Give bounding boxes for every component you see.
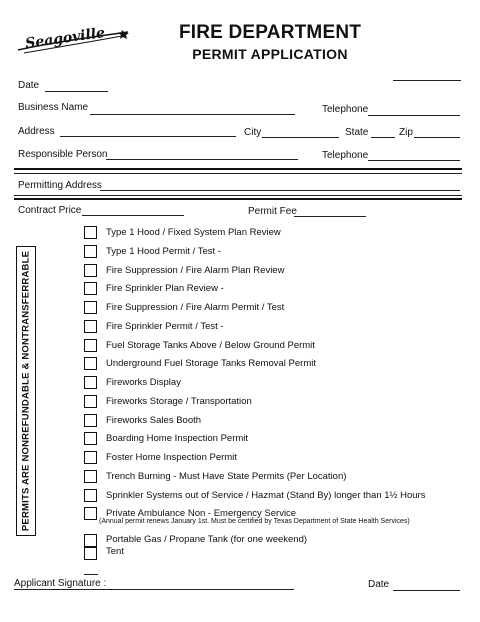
permit-checkbox[interactable]	[84, 414, 97, 427]
responsible-person-field[interactable]	[106, 159, 298, 160]
telephone-label: Telephone	[322, 104, 369, 115]
divider-mid-thin	[14, 195, 462, 196]
portable-gas-label: Portable Gas / Propane Tank (for one weekend)	[106, 534, 308, 545]
permit-checkbox[interactable]	[84, 470, 97, 483]
permit-checkbox[interactable]	[84, 489, 97, 502]
state-label: State	[345, 127, 369, 138]
permit-label: Fire Sprinkler Permit / Test -	[106, 321, 224, 332]
permit-label: Type 1 Hood / Fixed System Plan Review	[106, 227, 281, 238]
divider-mid	[14, 198, 462, 200]
permit-label: Fuel Storage Tanks Above / Below Ground Permit	[106, 340, 315, 351]
city-label: City	[244, 127, 262, 138]
permit-checkbox[interactable]	[84, 339, 97, 352]
permit-checkbox[interactable]	[84, 282, 97, 295]
permit-label: Fire Suppression / Fire Alarm Plan Review	[106, 265, 285, 276]
permit-checkbox[interactable]	[84, 395, 97, 408]
permit-label: Fireworks Storage / Transportation	[106, 396, 252, 407]
page-title: FIRE DEPARTMENT	[178, 22, 362, 43]
seagoville-logo	[14, 26, 134, 60]
permit-checkbox[interactable]	[84, 226, 97, 239]
permit-checkbox[interactable]	[84, 376, 97, 389]
applicant-signature-field[interactable]	[14, 589, 294, 590]
page-subtitle: PERMIT APPLICATION	[192, 46, 348, 62]
divider-top	[14, 168, 462, 170]
permit-label: Foster Home Inspection Permit	[106, 452, 237, 463]
checkbox-tent[interactable]	[84, 547, 97, 560]
permit-label: Fireworks Sales Booth	[106, 415, 202, 426]
footer-date-label: Date	[368, 579, 390, 590]
city-field[interactable]	[262, 137, 339, 138]
telephone2-label: Telephone	[322, 150, 369, 161]
permit-label: Underground Fuel Storage Tanks Removal Permit	[106, 358, 316, 369]
nonrefundable-notice-text: PERMITS ARE NONREFUNDABLE & NONTRANSFERRABLE	[20, 250, 32, 532]
permit-checkbox[interactable]	[84, 451, 97, 464]
divider-top-thin	[14, 173, 462, 174]
tent-label: Tent	[106, 546, 124, 557]
permit-label: Type 1 Hood Permit / Test -	[106, 246, 221, 257]
signature-tick	[84, 574, 98, 575]
state-field[interactable]	[371, 137, 395, 138]
nonrefundable-notice	[16, 246, 36, 536]
permit-label: Private Ambulance Non - Emergency Service	[106, 508, 297, 519]
telephone-field[interactable]	[368, 115, 460, 116]
address-label: Address	[18, 126, 55, 137]
permitting-address-label: Permitting Address	[18, 180, 102, 191]
contract-price-label: Contract Price	[18, 205, 82, 216]
contract-price-field[interactable]	[82, 215, 184, 216]
permit-checkbox[interactable]	[84, 357, 97, 370]
logo-text: Seagoville	[24, 26, 106, 52]
permit-checkbox[interactable]	[84, 245, 97, 258]
permit-checkbox[interactable]	[84, 301, 97, 314]
business-name-field[interactable]	[90, 114, 295, 115]
checkbox-portable-gas[interactable]	[84, 534, 97, 547]
zip-label: Zip	[399, 127, 413, 138]
permit-checkbox[interactable]	[84, 320, 97, 333]
permit-fee-label: Permit Fee	[248, 206, 297, 217]
permit-checkbox[interactable]	[84, 264, 97, 277]
telephone2-field[interactable]	[368, 160, 460, 161]
permit-checkbox[interactable]	[84, 432, 97, 445]
date-label: Date	[18, 80, 40, 91]
applicant-signature-label: Applicant Signature :	[14, 578, 107, 589]
permit-fee-field[interactable]	[294, 216, 366, 217]
permit-checkbox[interactable]	[84, 507, 97, 520]
permit-label: Fire Sprinkler Plan Review -	[106, 283, 224, 294]
date-field[interactable]	[45, 91, 108, 92]
permitting-address-field[interactable]	[100, 190, 460, 191]
business-name-label: Business Name	[18, 102, 89, 113]
top-right-line	[393, 80, 461, 81]
address-field[interactable]	[60, 136, 236, 137]
permit-label: Trench Burning - Must Have State Permits (Per Location)	[106, 471, 347, 482]
responsible-person-label: Responsible Person	[18, 149, 108, 160]
zip-field[interactable]	[414, 137, 460, 138]
footer-date-field[interactable]	[393, 590, 460, 591]
permit-label: Fire Suppression / Fire Alarm Permit / Test	[106, 302, 285, 313]
permit-label: Boarding Home Inspection Permit	[106, 433, 249, 444]
ambulance-note: (Annual permit renews January 1st. Must be certified by Texas Department of State Health Services)	[99, 518, 410, 525]
permit-label: Fireworks Display	[106, 377, 181, 388]
permit-label: Sprinkler Systems out of Service / Hazmat (Stand By) longer than 1½ Hours	[106, 490, 426, 501]
